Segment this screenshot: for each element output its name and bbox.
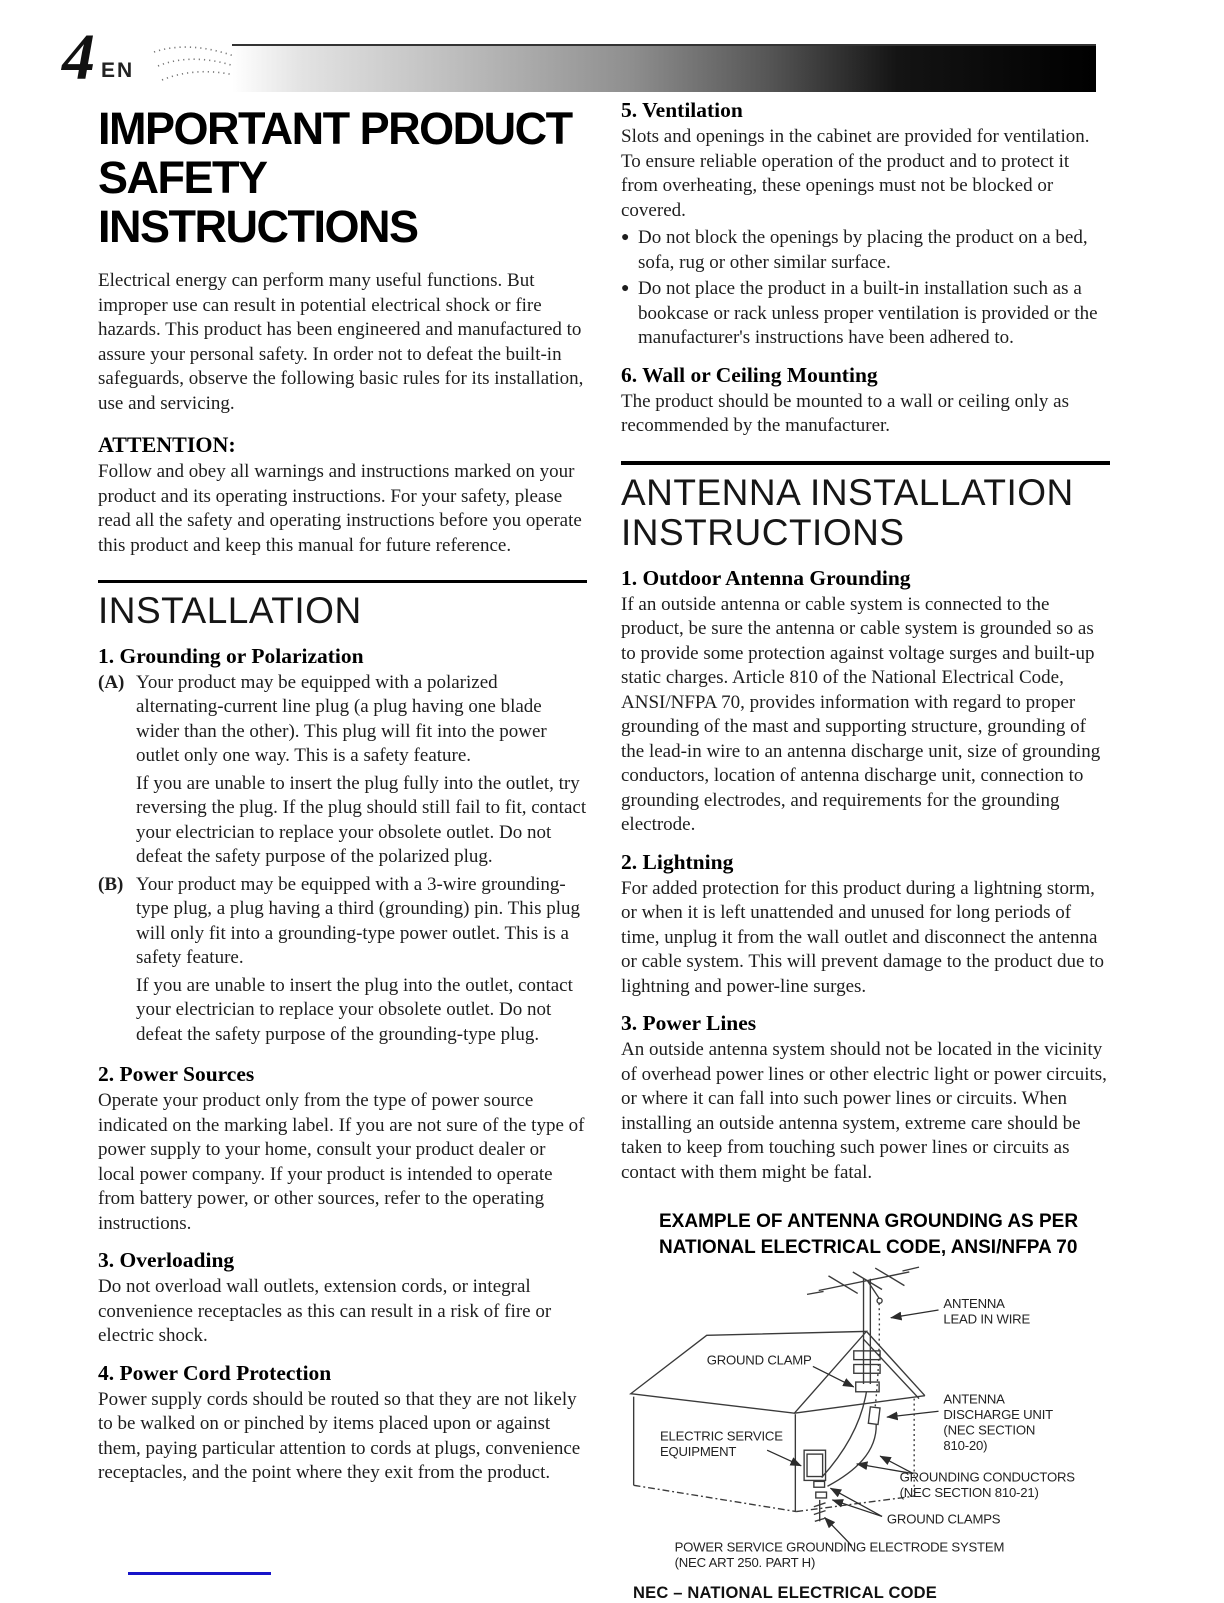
header-gradient-bar <box>232 44 1096 92</box>
diagram-title-line2: NATIONAL ELECTRICAL CODE, ANSI/NFPA 70 <box>659 1237 1078 1259</box>
svg-text:(NEC SECTION: (NEC SECTION <box>943 1422 1036 1438</box>
conductors-label: GROUNDING CONDUCTORS <box>899 1469 1075 1485</box>
grounding-conductor-2 <box>827 1424 876 1486</box>
page-number-block <box>62 21 135 94</box>
ventilation-heading: 5. Ventilation <box>621 98 743 122</box>
ventilation-bullet-2 <box>621 277 1110 351</box>
diagram-title <box>659 1209 1110 1260</box>
page-title-line2: SAFETY INSTRUCTIONS <box>98 152 418 253</box>
antenna-heading-line2: INSTRUCTIONS <box>621 512 905 554</box>
electrode-label: POWER SERVICE GROUNDING ELECTRODE SYSTEM <box>674 1539 1005 1555</box>
clamps-label: GROUND CLAMPS <box>886 1510 1001 1526</box>
antenna-section-rule <box>621 461 1110 554</box>
wall-mounting-heading: 6. Wall or Ceiling Mounting <box>621 362 878 387</box>
right-column <box>621 96 1110 1603</box>
item-a-text1: Your product may be equipped with a polarized alternating-current line plug (a plug having one blade wider than the other). This plug will fit into the power outlet only one way. This is a safety feature. <box>136 671 547 767</box>
svg-text:DISCHARGE UNIT: DISCHARGE UNIT <box>943 1406 1053 1422</box>
item-b-text2: If you are unable to insert the plug into the outlet, contact your electrician to replace your obsolete outlet. Do not defeat the safety purpose of the grounding-type plug. <box>136 974 573 1045</box>
ventilation-paragraph: Slots and openings in the cabinet are provided for ventilation. To ensure reliable operation of the product and to protect it from overheating, these openings must not be blocked or covered. <box>621 126 1090 221</box>
discharge-label: ANTENNA <box>943 1391 1005 1407</box>
discharge-unit-box <box>868 1406 880 1424</box>
outdoor-grounding-heading: 1. Outdoor Antenna Grounding <box>621 565 911 590</box>
ground-clamp-box <box>856 1382 879 1392</box>
bullet-icon: ● <box>621 281 630 296</box>
ventilation-bullet-2-text: Do not place the product in a built-in installation such as a bookcase or rack unless proper ventilation is provided or the manufacturer's instructions have been adhered to. <box>638 278 1098 348</box>
diagram-title-line1: EXAMPLE OF ANTENNA GROUNDING AS PER <box>659 1211 1079 1233</box>
svg-text:(NEC ART 250. PART H): (NEC ART 250. PART H) <box>674 1554 816 1570</box>
ventilation-bullet-1 <box>621 226 1110 275</box>
grounding-heading: 1. Grounding or Polarization <box>98 643 364 668</box>
language-code: EN <box>101 59 135 83</box>
item-a-text2: If you are unable to insert the plug fully into the outlet, try reversing the plug. If the plug should still fail to fit, contact your electrician to replace your obsolete outlet. Do not defeat the safety purpose of the polarized plug. <box>136 772 587 868</box>
antenna-grounding-diagram <box>621 1265 1108 1577</box>
item-b-text1: Your product may be equipped with a 3-wire grounding-type plug, a plug having a third (grounding) pin. This plug will only fit into a grounding-type power outlet. This is a safety feature. <box>136 873 580 969</box>
svg-text:EQUIPMENT: EQUIPMENT <box>659 1443 737 1459</box>
diagram-labels <box>660 1296 1075 1570</box>
overloading-heading: 3. Overloading <box>98 1248 235 1273</box>
grounding-item-a <box>98 671 587 873</box>
item-a-label: (A) <box>98 671 125 693</box>
discharge-arrow <box>887 1411 939 1417</box>
overloading-paragraph: Do not overload wall outlets, extension cords, or integral convenience receptacles as this can result in a risk of fire or electric shock. <box>98 1276 552 1347</box>
footer-blue-line <box>128 1572 271 1575</box>
installation-section-rule <box>98 580 587 632</box>
power-lines-paragraph: An outside antenna system should not be located in the vicinity of overhead power lines or other electric light or power circuits, or where it can fall into such power lines or circuits. When installing an outside antenna system, extreme care should be taken to keep from touching such power lines or circuits as contact with them might be fatal. <box>621 1039 1107 1183</box>
service-arrow <box>767 1450 801 1466</box>
page-number: 4 <box>62 21 95 94</box>
lightning-heading: 2. Lightning <box>621 849 734 874</box>
intro-paragraph: Electrical energy can perform many useful functions. But improper use can result in potential electrical shock or fire hazards. This product has been engineered and manufactured to assure your personal safety. In order not to defeat the built-in safeguards, observe the following basic rules for its installation, use and servicing. <box>98 270 584 414</box>
clamp-label: GROUND CLAMP <box>706 1352 812 1368</box>
lightning-paragraph: For added protection for this product during a lightning storm, or when it is left unattended and unused for long periods of time, unplug it from the wall outlet and disconnect the antenna or cable system. This will prevent damage to the product due to lightning and power-line surges. <box>621 877 1104 997</box>
attention-heading: ATTENTION: <box>98 432 236 458</box>
attention-paragraph: Follow and obey all warnings and instructions marked on your product and its operating instructions. For your safety, please read all the safety and operating instructions before you operate this product and keep this manual for future reference. <box>98 461 582 556</box>
power-sources-paragraph: Operate your product only from the type of power source indicated on the marking label. If you are not sure of the type of power supply to your home, consult your product dealer or local power company. If your product is intended to operate from battery power, or other sources, refer to the operating instructions. <box>98 1090 585 1234</box>
grounding-item-b <box>98 873 587 1051</box>
swoosh-decoration <box>150 40 235 90</box>
outdoor-grounding-paragraph: If an outside antenna or cable system is connected to the product, be sure the antenna or cable system is grounded so as to provide some protection against voltage surges and built-up static charges. Article 810 of the National Electrical Code, ANSI/NFPA 70, provides information with regard to proper grounding of the mast and supporting structure, grounding of the lead-in wire to an antenna discharge unit, size of grounding conductors, location of antenna discharge unit, connection to grounding electrodes, and requirements for the grounding electrode. <box>621 593 1101 836</box>
lead-arrow <box>891 1310 939 1318</box>
page-title-line1: IMPORTANT PRODUCT <box>98 103 572 154</box>
left-column <box>98 96 587 1489</box>
lead-label: ANTENNA <box>943 1295 1005 1311</box>
power-sources-heading: 2. Power Sources <box>98 1062 255 1087</box>
power-lines-heading: 3. Power Lines <box>621 1011 757 1036</box>
svg-text:810-20): 810-20) <box>943 1437 988 1453</box>
nec-footnote: NEC – NATIONAL ELECTRICAL CODE <box>633 1583 937 1602</box>
svg-text:(NEC SECTION 810-21): (NEC SECTION 810-21) <box>899 1484 1039 1500</box>
bullet-icon: ● <box>621 230 630 245</box>
house-drawing <box>631 1267 925 1521</box>
antenna-heading-line1: ANTENNA INSTALLATION <box>621 471 1074 513</box>
svg-text:LEAD IN WIRE: LEAD IN WIRE <box>943 1311 1031 1327</box>
page-title <box>98 104 587 251</box>
installation-heading: INSTALLATION <box>98 590 362 632</box>
item-b-label: (B) <box>98 873 124 895</box>
power-cord-paragraph: Power supply cords should be routed so that they are not likely to be walked on or pinched by items placed upon or against them, paying particular attention to cords at plugs, convenience receptacles, and the point where they exit from the product. <box>98 1388 581 1484</box>
service-label: ELECTRIC SERVICE <box>659 1428 783 1444</box>
power-cord-heading: 4. Power Cord Protection <box>98 1360 332 1385</box>
antenna-heading <box>621 473 1110 554</box>
roof <box>631 1331 867 1413</box>
wall-mounting-paragraph: The product should be mounted to a wall or ceiling only as recommended by the manufacturer. <box>621 390 1069 436</box>
ventilation-bullet-1-text: Do not block the openings by placing the product on a bed, sofa, rug or other similar surface. <box>638 227 1088 273</box>
